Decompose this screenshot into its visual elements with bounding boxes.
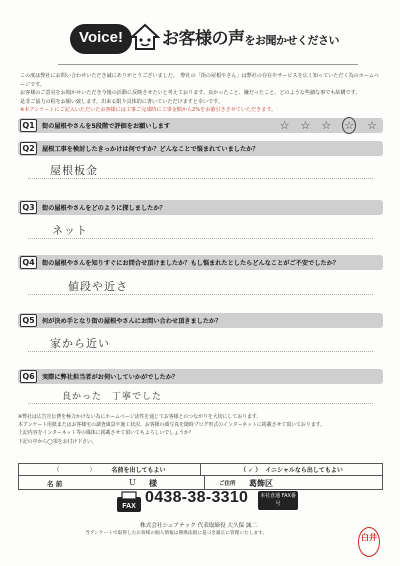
svg-text:FAX: FAX: [122, 503, 136, 510]
consent-initial[interactable]: （ ✓ ） イニシャルなら出してもよい: [200, 464, 382, 475]
intro-text: この度は弊社にお問い合わせいただき誠にありがとうございました。 弊社の「街の屋根やさん」は弊社の存在やサービスを広く知っていただく為のホームページです。 お客様のご意見をお聞かせいただき今後の活動に反映させたいと考えております。良かったこと、嫌だったこと、どのような些細な事でも結構です。 是非ご協力の程をお願い致します。出来る限り具体的に書いていただけますと幸いです。 ※本アンケートにご記入いただいたお客様には工事ご完成時に工事金額から2%をお値引きさせていただきます。: [20, 73, 380, 114]
question-3: Q3 街の屋根やさんをどのように探しましたか？: [18, 200, 383, 215]
customer-info-row: 名 前 U 様 ご住所 葛飾区: [18, 476, 383, 490]
fax-icon: [116, 491, 142, 513]
company-name: 株式会社シェアテック 代表取締役 大久保 誠二: [140, 523, 258, 529]
checkmark: （ ✓ ）: [240, 467, 262, 474]
question-2: Q2 屋根工事を検討したきっかけは何ですか？どんなことで悩まれていましたか？: [18, 141, 383, 156]
header: [18, 18, 383, 68]
answer-2[interactable]: 屋根板金: [50, 164, 98, 177]
fax-label-box: 本社直通 FAX番号: [258, 491, 298, 510]
footnote: ※弊社は広告宣伝費を極力かけない為にホームページ活性を通じてお客様とのつながりを大切にしております。 本アンケート用紙またはお客様宅の調査風景や施工状況、お客様の顔写真を随時ブログ形式のインターネットに掲載させて頂いております。 上記内容をインターネット等の媒体に掲載させて頂いてもよろしいでしょうか？ 下記の中から◯項をお付け下さい。: [18, 414, 325, 445]
star-icon-selected[interactable]: ☆: [344, 119, 355, 132]
address-field[interactable]: 葛飾区: [249, 479, 273, 488]
header-divider: [58, 64, 358, 65]
consent-row: [18, 463, 383, 476]
answer-line: [28, 351, 373, 352]
rating-stars: [280, 118, 377, 133]
question-4: Q4 街の屋根やさんを知りすぐにお問合せ頂けましたか？もし悩まれたとしたらどんなことがご不安でしたか？: [18, 255, 383, 270]
answer-4[interactable]: 値段や近さ: [68, 280, 128, 293]
star-icon[interactable]: ☆: [367, 119, 377, 132]
answer-line: [28, 403, 373, 404]
answer-line: [28, 294, 373, 295]
question-5: Q5 何が決め手となり街の屋根やさんにお問い合わせ頂きましたか？: [18, 313, 383, 328]
answer-3[interactable]: ネット: [52, 224, 88, 237]
divider: [204, 476, 205, 490]
consent-full-name[interactable]: （ ） 名前を出してもよい: [53, 467, 166, 474]
privacy-notice: 当アンケートで取得したお客様の個人情報は関係法規に基づき厳正に管理いたします。: [85, 531, 268, 536]
question-6: Q6 実際に弊社担当者がお伺いしていかがでしたか？: [18, 369, 383, 384]
star-icon[interactable]: ☆: [279, 119, 290, 132]
star-icon[interactable]: ☆: [300, 119, 311, 132]
voice-badge: Voice!: [70, 24, 132, 54]
name-field[interactable]: U: [129, 478, 136, 487]
page-title: お客様の声をお聞かせください: [162, 29, 339, 49]
house-icon: [130, 22, 160, 52]
answer-line: [28, 178, 373, 179]
answer-5[interactable]: 家から近い: [50, 337, 110, 350]
answer-line: [28, 238, 373, 239]
question-1: Q1 街の屋根やさんを5段階で評価をお願いします ☆ ☆ ☆ ☆ ☆: [18, 118, 383, 133]
answer-6[interactable]: 良かった 丁寧でした: [62, 392, 163, 402]
hanko-stamp: 白井: [358, 527, 380, 557]
fax-number: 0438-38-3310: [145, 489, 249, 506]
star-icon[interactable]: ☆: [321, 119, 332, 132]
